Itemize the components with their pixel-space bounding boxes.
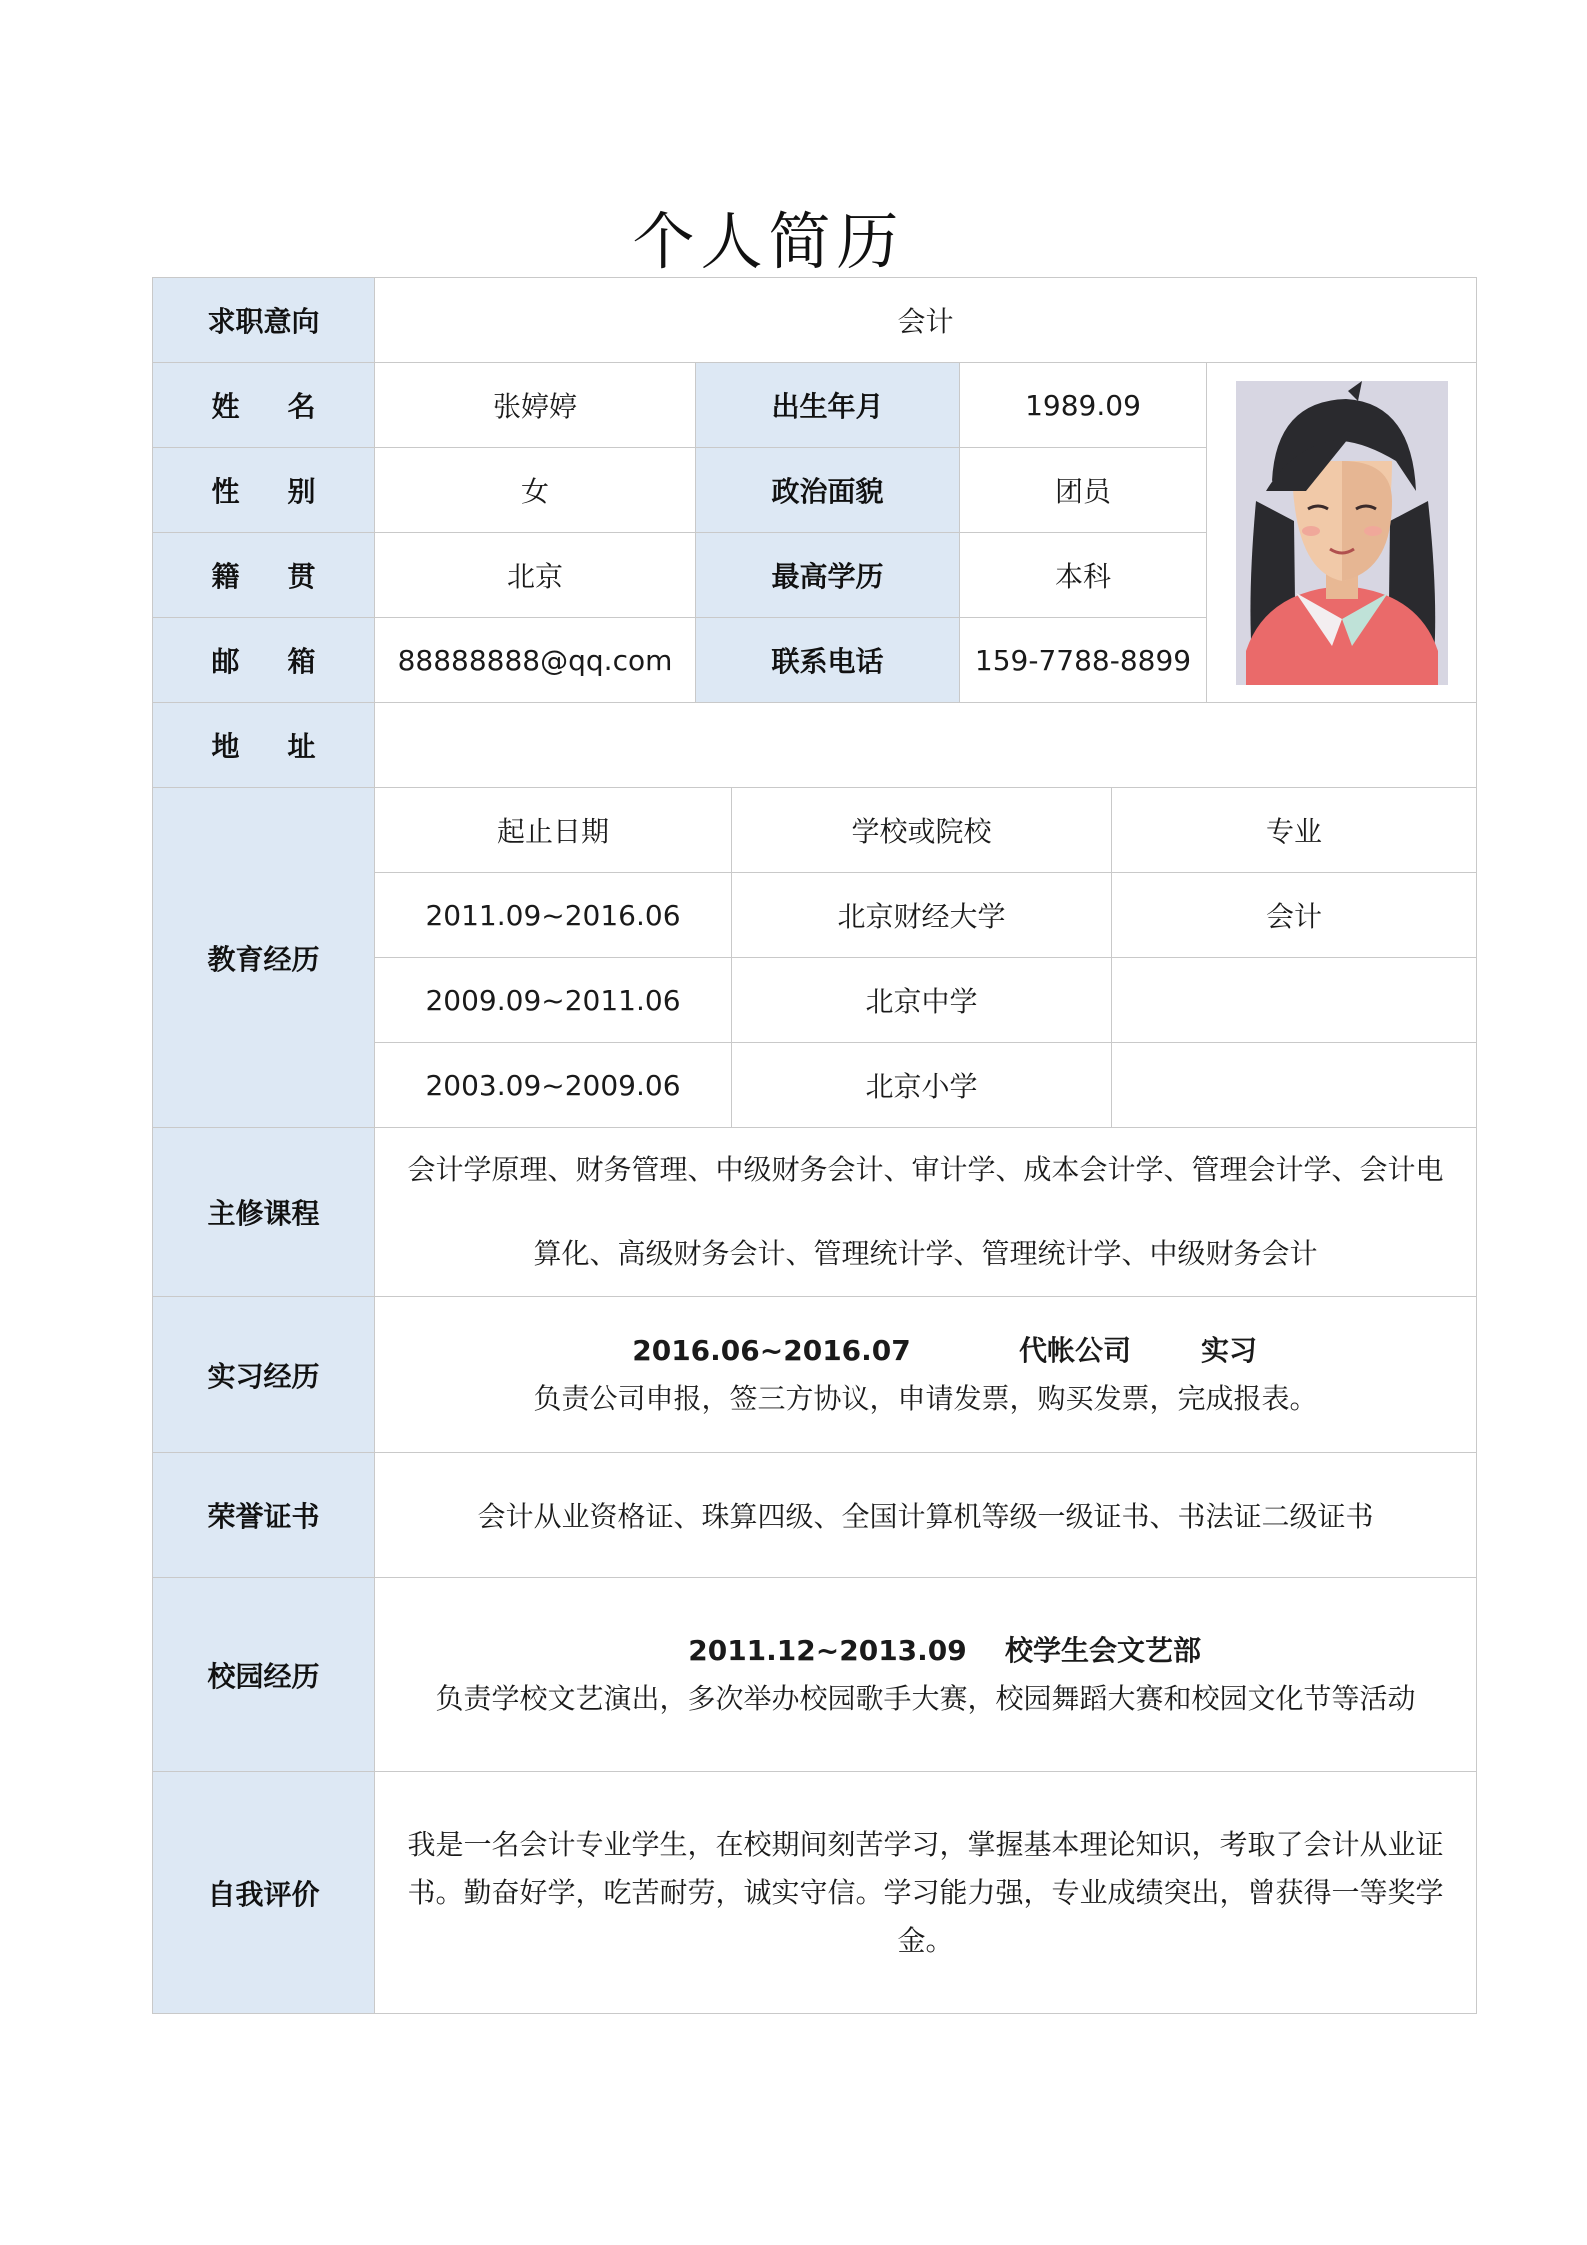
native-label: 籍贯 [153, 533, 375, 618]
edu-school: 北京中学 [732, 958, 1112, 1043]
campus-desc: 负责学校文艺演出，多次举办校园歌手大赛，校园舞蹈大赛和校园文化节等活动 [435, 1681, 1416, 1715]
name-label: 姓名 [153, 363, 375, 448]
job-intention-label: 求职意向 [153, 278, 375, 363]
photo-cell [1207, 363, 1477, 703]
phone-label: 联系电话 [696, 618, 960, 703]
resume-table [152, 277, 1477, 2014]
honors-text: 会计从业资格证、珠算四级、全国计算机等级一级证书、书法证二级证书 [375, 1453, 1477, 1578]
politics-value: 团员 [960, 448, 1207, 533]
edu-header-school: 学校或院校 [732, 788, 1112, 873]
campus-row [153, 1578, 1477, 1772]
name-row [153, 363, 1477, 448]
education-header-row [153, 788, 1477, 873]
edu-date: 2003.09~2009.06 [375, 1043, 732, 1128]
internship-header [375, 1327, 1476, 1375]
edu-major [1112, 1043, 1477, 1128]
birth-value: 1989.09 [960, 363, 1207, 448]
self-eval-line: 金。 [897, 1923, 954, 1957]
job-intention-value: 会计 [375, 278, 1477, 363]
edu-school: 北京小学 [732, 1043, 1112, 1128]
courses-row [153, 1128, 1477, 1297]
courses-label: 主修课程 [153, 1128, 375, 1297]
courses-text [375, 1128, 1477, 1297]
campus-label: 校园经历 [153, 1578, 375, 1772]
courses-line: 算化、高级财务会计、管理统计学、管理统计学、中级财务会计 [533, 1237, 1318, 1270]
email-label: 邮箱 [153, 618, 375, 703]
edu-major: 会计 [1112, 873, 1477, 958]
honors-label: 荣誉证书 [153, 1453, 375, 1578]
internship-row [153, 1297, 1477, 1453]
politics-label: 政治面貌 [696, 448, 960, 533]
birth-label: 出生年月 [696, 363, 960, 448]
phone-value: 159-7788-8899 [960, 618, 1207, 703]
edu-header-major: 专业 [1112, 788, 1477, 873]
address-label: 地址 [153, 703, 375, 788]
edu-date: 2009.09~2011.06 [375, 958, 732, 1043]
self-eval-text [375, 1772, 1477, 2014]
internship-period: 2016.06~2016.07 [632, 1333, 911, 1367]
page-title: 个人简历 [632, 205, 905, 278]
gender-label: 性别 [153, 448, 375, 533]
self-eval-row [153, 1772, 1477, 2014]
internship-desc: 负责公司申报，签三方协议，申请发票，购买发票，完成报表。 [533, 1381, 1318, 1415]
courses-line: 会计学原理、财务管理、中级财务会计、审计学、成本会计学、管理会计学、会计电 [407, 1153, 1444, 1186]
internship-company: 代帐公司 [1018, 1333, 1131, 1367]
avatar-cartoon-girl-icon [1236, 381, 1448, 685]
internship-label: 实习经历 [153, 1297, 375, 1453]
education-label: 教育经历 [153, 788, 375, 1128]
self-eval-line: 我是一名会计专业学生，在校期间刻苦学习，掌握基本理论知识，考取了会计从业证 [407, 1827, 1444, 1861]
job-intention-row [153, 278, 1477, 363]
campus-period: 2011.12~2013.09 [688, 1633, 967, 1667]
name-value: 张婷婷 [375, 363, 696, 448]
degree-label: 最高学历 [696, 533, 960, 618]
campus-org: 校学生会文艺部 [1005, 1633, 1202, 1667]
campus-content [375, 1578, 1477, 1772]
gender-value: 女 [375, 448, 696, 533]
self-eval-label: 自我评价 [153, 1772, 375, 2014]
self-eval-line: 书。勤奋好学，吃苦耐劳，诚实守信。学习能力强，专业成绩突出，曾获得一等奖学 [407, 1875, 1444, 1909]
edu-school: 北京财经大学 [732, 873, 1112, 958]
honors-row [153, 1453, 1477, 1578]
internship-role: 实习 [1201, 1333, 1258, 1367]
degree-value: 本科 [960, 533, 1207, 618]
native-value: 北京 [375, 533, 696, 618]
campus-header [375, 1627, 1476, 1675]
edu-header-date: 起止日期 [375, 788, 732, 873]
internship-content [375, 1297, 1477, 1453]
edu-date: 2011.09~2016.06 [375, 873, 732, 958]
address-row [153, 703, 1477, 788]
edu-major [1112, 958, 1477, 1043]
email-value: 88888888@qq.com [375, 618, 696, 703]
address-value [375, 703, 1477, 788]
